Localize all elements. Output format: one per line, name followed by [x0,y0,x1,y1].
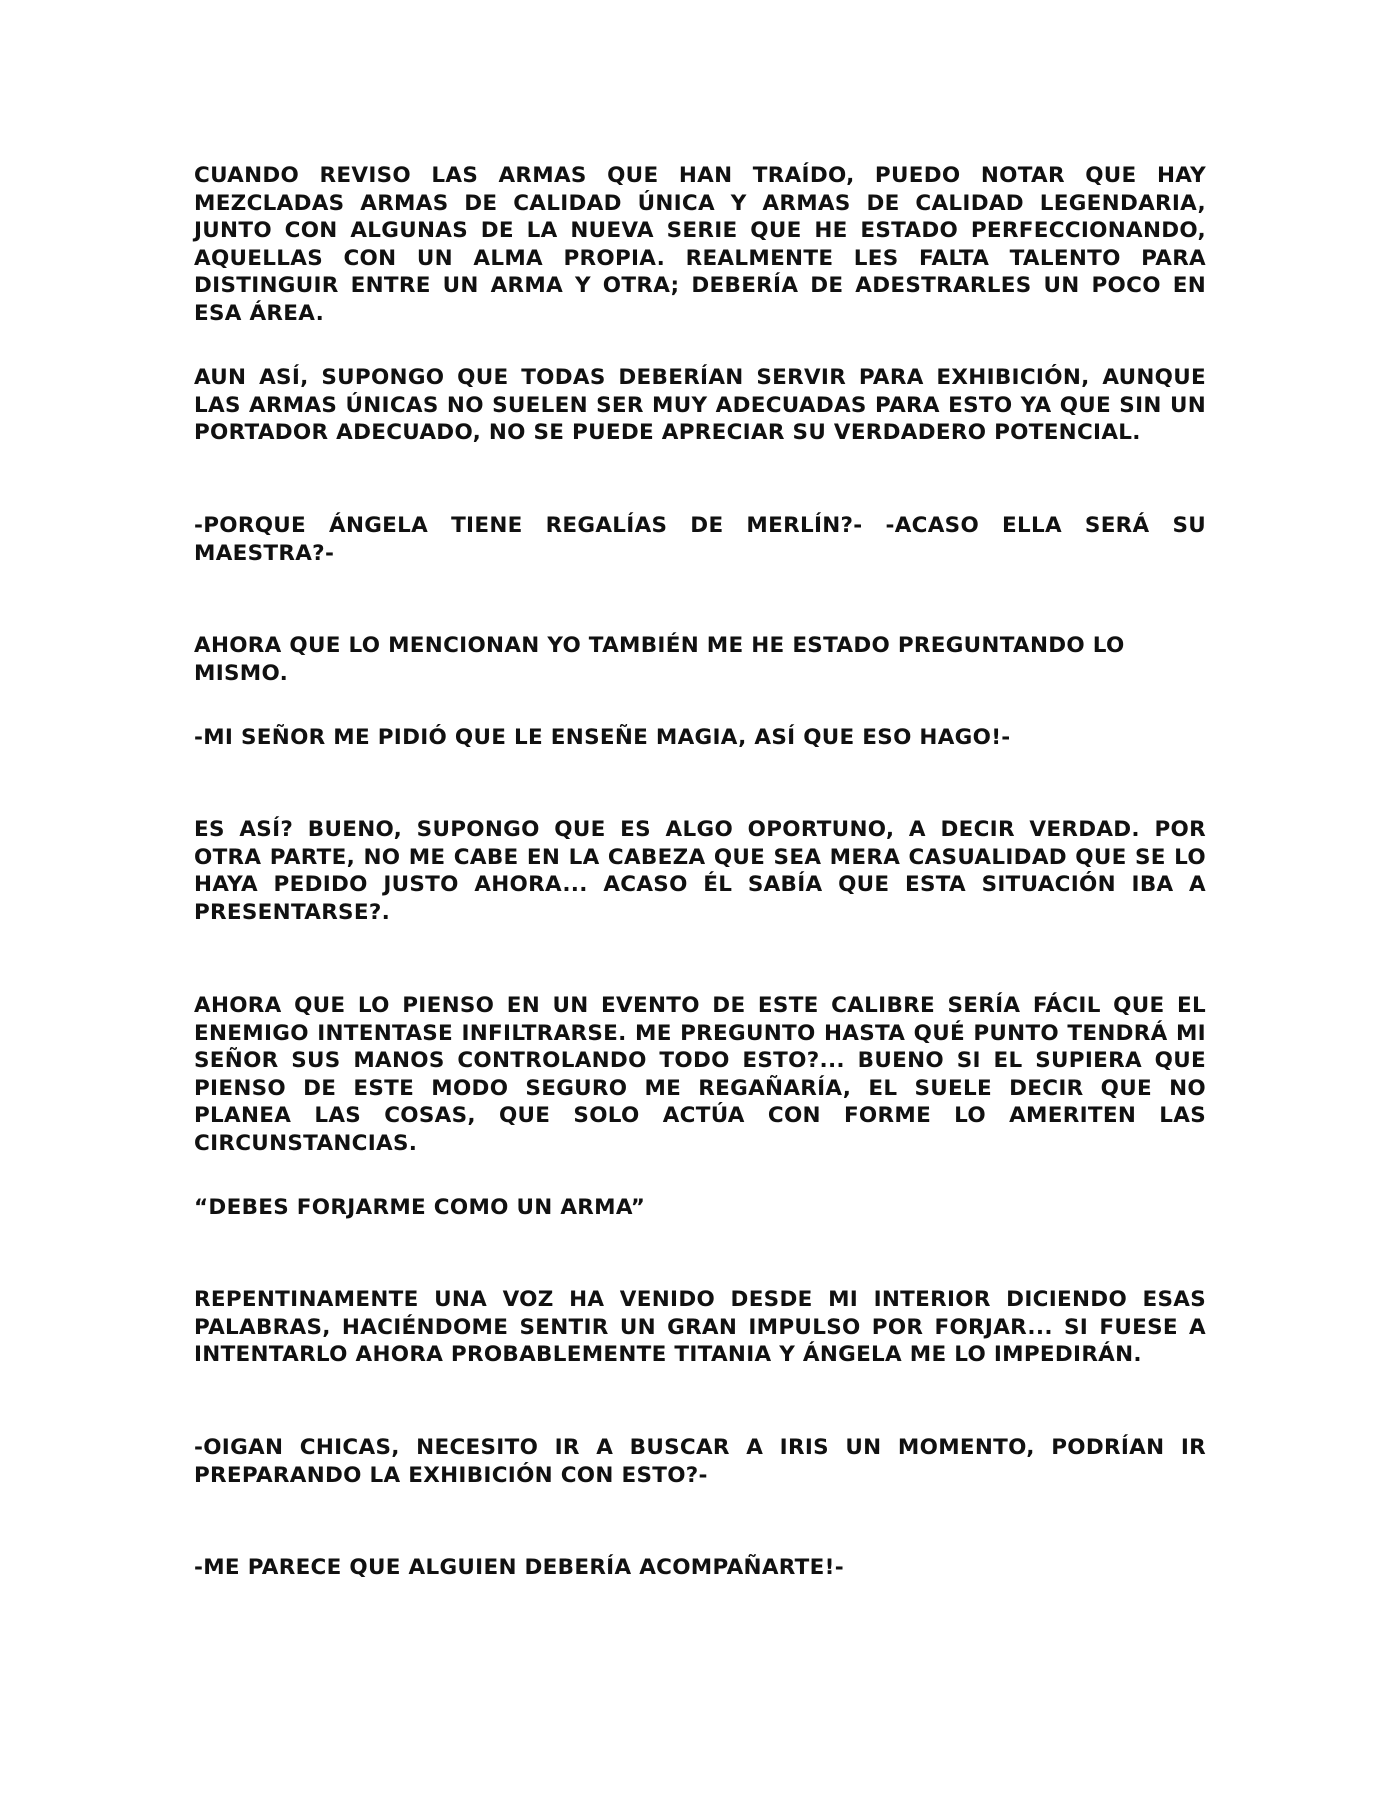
paragraph-dialogue-accompany: -ME PARECE QUE ALGUIEN DEBERÍA ACOMPAÑARTE!- [194,1555,844,1580]
paragraph-weapons-review: CUANDO REVISO LAS ARMAS QUE HAN TRAÍDO, PUEDO NOTAR QUE HAY MEZCLADAS ARMAS DE CALIDAD ÚNICA Y ARMAS DE CALIDAD LEGENDARIA, JUNTO CON ALGUNAS DE LA NUEVA SERIE QUE HE ESTADO PERFECCIONANDO, AQUELLAS CON UN ALMA PROPIA. REALMENTE LES FALTA TALENTO PARA DISTINGUIR ENTRE UN ARMA Y OTRA; DEBERÍA DE ADESTRARLES UN POCO EN ESA ÁREA. [194,163,1206,326]
paragraph-dialogue-angela: -PORQUE ÁNGELA TIENE REGALÍAS DE MERLÍN?- -ACASO ELLA SERÁ SU MAESTRA?- [194,513,1206,566]
paragraph-wondering: AHORA QUE LO MENCIONAN YO TAMBIÉN ME HE ESTADO PREGUNTANDO LO MISMO. [194,633,1125,686]
paragraph-exhibition: AUN ASÍ, SUPONGO QUE TODAS DEBERÍAN SERVIR PARA EXHIBICIÓN, AUNQUE LAS ARMAS ÚNICAS NO SUELEN SER MUY ADECUADAS PARA ESTO YA QUE SIN UN PORTADOR ADECUADO, NO SE PUEDE APRECIAR SU VERDADERO POTENCIAL. [194,365,1206,446]
paragraph-coincidence: ES ASÍ? BUENO, SUPONGO QUE ES ALGO OPORTUNO, A DECIR VERDAD. POR OTRA PARTE, NO ME CABE EN LA CABEZA QUE SEA MERA CASUALIDAD QUE SE LO HAYA PEDIDO JUSTO AHORA... ACASO ÉL SABÍA QUE ESTA SITUACIÓN IBA A PRESENTARSE?. [194,817,1206,925]
paragraph-dialogue-magic: -MI SEÑOR ME PIDIÓ QUE LE ENSEÑE MAGIA, ASÍ QUE ESO HAGO!- [194,725,1011,750]
paragraph-event-infiltration: AHORA QUE LO PIENSO EN UN EVENTO DE ESTE CALIBRE SERÍA FÁCIL QUE EL ENEMIGO INTENTASE INFILTRARSE. ME PREGUNTO HASTA QUÉ PUNTO TENDRÁ MI SEÑOR SUS MANOS CONTROLANDO TODO ESTO?... BUENO SI EL SUPIERA QUE PIENSO DE ESTE MODO SEGURO ME REGAÑARÍA, EL SUELE DECIR QUE NO PLANEA LAS COSAS, QUE SOLO ACTÚA CON FORME LO AMERITEN LAS CIRCUNSTANCIAS. [194,993,1206,1156]
paragraph-dialogue-iris: -OIGAN CHICAS, NECESITO IR A BUSCAR A IRIS UN MOMENTO, PODRÍAN IR PREPARANDO LA EXHIBICIÓN CON ESTO?- [194,1435,1206,1488]
paragraph-forge-impulse: REPENTINAMENTE UNA VOZ HA VENIDO DESDE MI INTERIOR DICIENDO ESAS PALABRAS, HACIÉNDOME SENTIR UN GRAN IMPULSO POR FORJAR... SI FUESE A INTENTARLO AHORA PROBABLEMENTE TITANIA Y ÁNGELA ME LO IMPEDIRÁN. [194,1287,1206,1368]
paragraph-inner-voice-quote: “DEBES FORJARME COMO UN ARMA” [194,1195,646,1220]
